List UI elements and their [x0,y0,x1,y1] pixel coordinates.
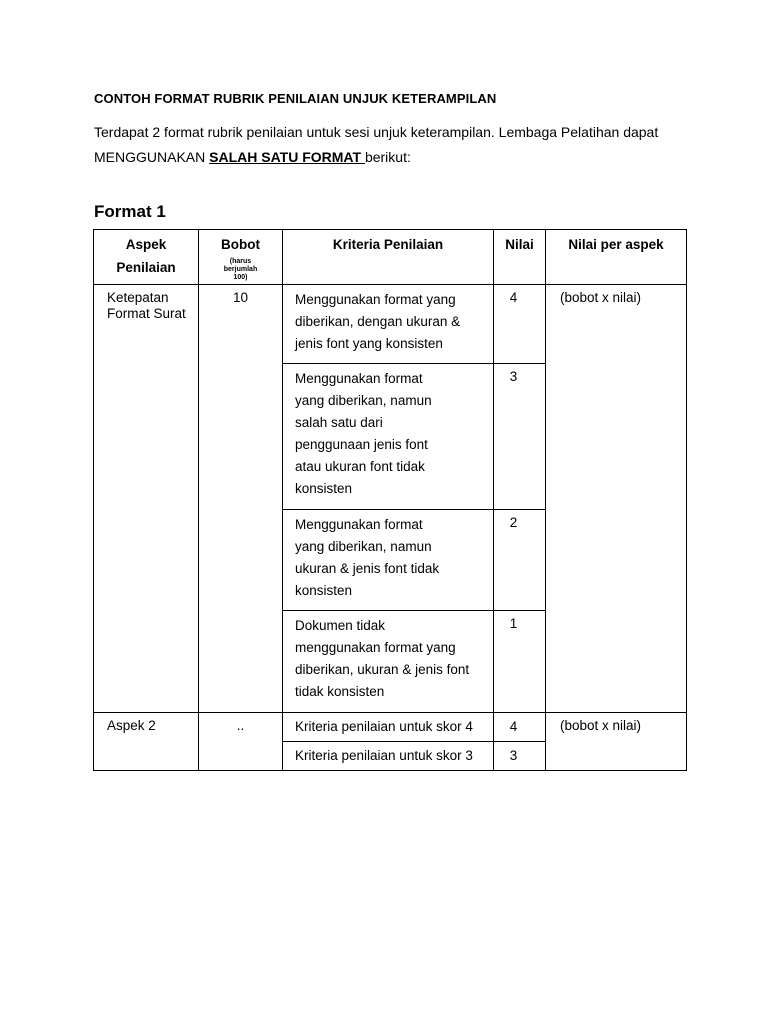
nilai-cell: 1 [494,611,546,713]
header-kriteria-penilaian [283,230,494,285]
header-nilai-label: Nilai [505,237,534,252]
header-nilai-per-aspek-label: Nilai per aspek [568,237,664,252]
aspek-cell: Aspek 2 [94,713,199,771]
kriteria-cell: Kriteria penilaian untuk skor 3 [283,742,494,771]
nilai-cell: 3 [494,364,546,510]
intro-emphasis: SALAH SATU FORMAT [209,149,365,165]
kriteria-cell: Menggunakan format yang diberikan, namun salah satu dari penggunaan jenis font atau ukuran font tidak konsisten [283,364,494,510]
header-kriteria-label: Kriteria Penilaian [332,237,444,252]
rubric-table [93,229,687,771]
kriteria-cell: Kriteria penilaian untuk skor 4 [283,713,494,742]
intro-paragraph-line-2 [94,149,411,165]
nilai-cell: 3 [494,742,546,771]
intro-suffix: berikut: [364,149,411,165]
bobot-cell: .. [199,713,283,771]
kriteria-cell: Dokumen tidak menggunakan format yang diberikan, ukuran & jenis font tidak konsisten [283,611,494,713]
header-bobot-note: (harus berjumlah 100) [223,258,258,281]
nilai-cell: 4 [494,285,546,364]
intro-paragraph-line-1: Terdapat 2 format rubrik penilaian untuk sesi unjuk keterampilan. Lembaga Pelatihan dapat [94,124,659,140]
nilai-cell: 4 [494,713,546,742]
aspek-cell: Ketepatan Format Surat [94,285,199,713]
header-aspek-penilaian [94,230,199,285]
kriteria-cell: Menggunakan format yang diberikan, namun ukuran & jenis font tidak konsisten [283,510,494,611]
format-heading: Format 1 [94,202,166,221]
header-bobot-label: Bobot [221,237,260,252]
bobot-cell: 10 [199,285,283,713]
table-row [94,285,687,364]
header-bobot [199,230,283,285]
header-nilai [494,230,546,285]
kriteria-cell: Menggunakan format yang diberikan, dengan ukuran & jenis font yang konsisten [283,285,494,364]
nilai-per-aspek-cell: (bobot x nilai) [546,285,687,713]
intro-prefix: MENGGUNAKAN [94,149,210,165]
nilai-per-aspek-cell: (bobot x nilai) [546,713,687,771]
table-header-row [94,230,687,285]
document-title: CONTOH FORMAT RUBRIK PENILAIAN UNJUK KETERAMPILAN [94,91,497,106]
header-aspek-label: Aspek Penilaian [116,237,176,275]
nilai-cell: 2 [494,510,546,611]
header-nilai-per-aspek [546,230,687,285]
table-row [94,713,687,742]
